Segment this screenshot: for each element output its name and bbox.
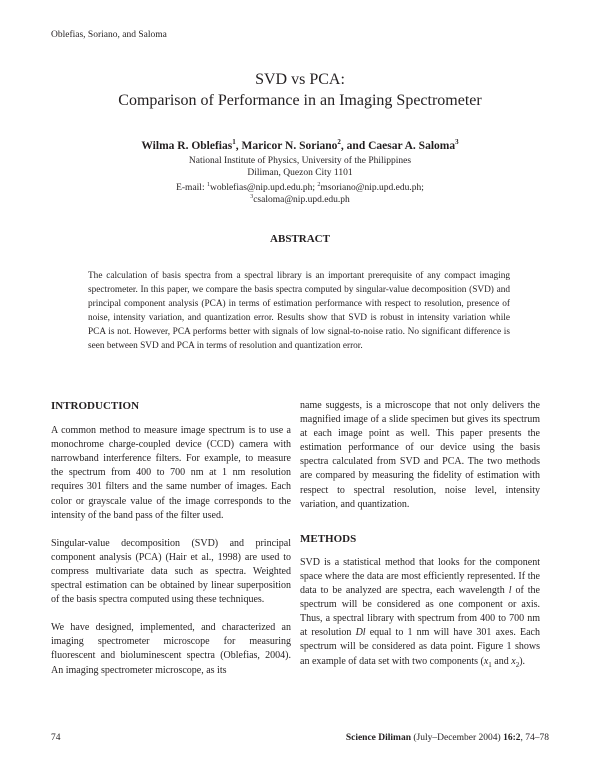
symbol-x1: x — [483, 655, 489, 667]
author-separator: , — [235, 139, 242, 152]
paper-title-line-2: Comparison of Performance in an Imaging Spectrometer — [118, 92, 482, 109]
email-prefix: E-mail: — [176, 183, 207, 194]
symbol-x2: x — [511, 655, 516, 667]
author-soriano: Maricor N. Soriano — [241, 139, 338, 152]
email-soriano[interactable]: msoriano@nip.upd.edu.ph; — [320, 183, 424, 194]
symbol-delta-lambda: Dl — [355, 627, 366, 639]
email-oblefias[interactable]: woblefias@nip.upd.edu.ph; — [209, 183, 318, 194]
author-oblefias: Wilma R. Oblefias — [141, 139, 233, 152]
methods-paragraph-1: SVD is a statistical method that looks for the component space where the data are most efficiently represented. If the data to be analyzed are spectra, each wavelength l of the spectrum will be considered as one component or axis. Thus, a spectral library with spectrum from 400 to 700 nm at resolution Dl equal to 1 nm will have 301 axes. Each spectrum will be considered as data point. Figure 1 shows an example of data set with two components ($x_1$ and $x_2$). — [300, 556, 540, 669]
abstract-heading: ABSTRACT — [270, 233, 330, 245]
right-column — [300, 399, 540, 672]
author-separator: , and — [340, 139, 369, 152]
author-sup: 2 — [337, 138, 341, 146]
abstract-text: The calculation of basis spectra from a spectral library is an important prerequisite of any compact imaging spectrometer. In this paper, we compare the basis spectra computed by singular-value decomposition (SVD) and principal component analysis (PCA) in terms of estimation performance with respect to resolution, presence of noise, intensity variation, and quantization error. Results show that SVD is robust in intensity variation while PCA is not. However, PCA performs better with signals of low signal-to-noise ratio. No significant difference is seen between SVD and PCA in terms of resolution and quantization error. — [88, 271, 510, 351]
email-sup: 2 — [317, 182, 321, 188]
email-saloma[interactable]: csaloma@nip.upd.edu.ph — [253, 195, 350, 206]
introduction-paragraph-4: name suggests, is a microscope that not only delivers the magnified image of a slide specimen but gives its spectrum at each image point as well. This paper presents the estimation performance of our device using the basis spectra calculated from SVD and PCA. The two methods are compared by measuring the fidelity of estimation with respect to spectral resolution, noise level, intensity variation, and quantization. — [300, 400, 540, 510]
journal-citation — [346, 733, 549, 743]
page-number: 74 — [51, 733, 61, 743]
journal-dates: (July–December 2004) — [411, 733, 504, 743]
paper-title-line-1: SVD vs PCA: — [255, 71, 345, 88]
introduction-paragraph-1: A common method to measure image spectrum is to use a monochrome charge-coupled device (CCD) camera with narrowband interference filters. For example, to measure the spectrum from 400 to 700 nm at 1 nm resolution requires 301 filters and the same number of images. Each color or grayscale value of the image corresponds to the intensity of the band pass of the filter used. — [51, 425, 291, 521]
left-column — [51, 399, 291, 678]
running-head: Oblefias, Soriano, and Saloma — [51, 30, 167, 40]
email-sup: 1 — [206, 182, 210, 188]
symbol-lambda: l — [508, 585, 512, 597]
author-saloma: Caesar A. Saloma — [368, 139, 456, 152]
introduction-paragraph-2: Singular-value decomposition (SVD) and principal component analysis (PCA) (Hair et al., 1998) are used to compress multivariate data such as spectra. Weighted spectral estimation can be obtained by linear superposition of the basis spectra computed using these techniques. — [51, 537, 291, 606]
author-list — [0, 138, 600, 152]
affiliation-institute: National Institute of Physics, University of the Philippines — [188, 156, 412, 166]
introduction-paragraph-3: We have designed, implemented, and characterized an imaging spectrometer microscope for measuring fluorescent and bioluminescent spectra (Oblefias, 2004). An imaging spectrometer microscope, as its — [51, 622, 291, 676]
journal-pages: , 74–78 — [520, 733, 549, 743]
author-sup: 3 — [455, 138, 459, 146]
author-sup: 1 — [232, 138, 236, 146]
email-sup: 3 — [250, 194, 254, 200]
journal-name: Science Diliman — [345, 733, 411, 743]
affiliation-email-line-2 — [0, 191, 600, 206]
affiliation-city: Diliman, Quezon City 1101 — [247, 168, 353, 178]
journal-volume: 16:2 — [503, 733, 521, 743]
methods-heading: METHODS — [300, 532, 357, 545]
introduction-heading: INTRODUCTION — [51, 400, 140, 412]
